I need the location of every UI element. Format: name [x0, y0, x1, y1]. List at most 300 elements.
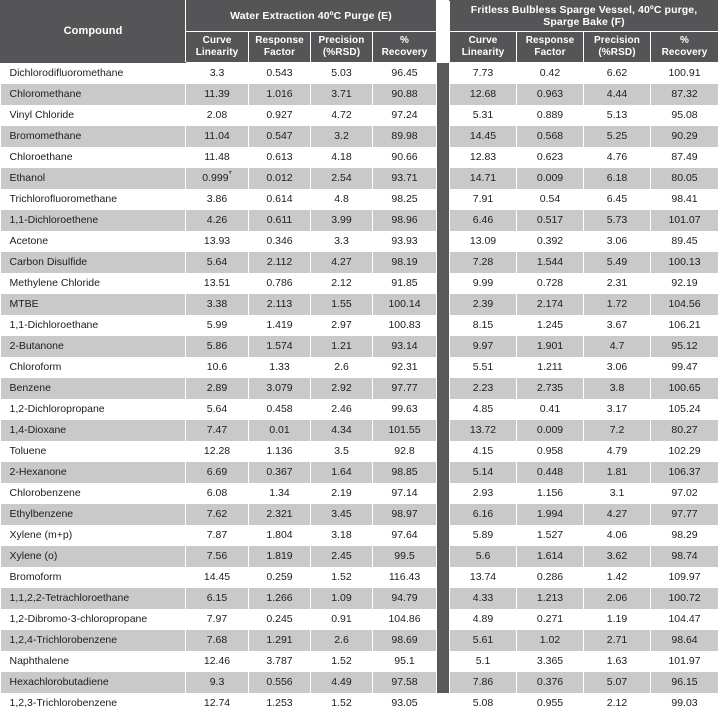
- value-cell-e-4: 98.19: [373, 252, 437, 273]
- value-cell-f-4: 102.29: [651, 441, 718, 462]
- subheader-line-1: Response: [255, 35, 304, 46]
- panel-separator: [437, 147, 450, 168]
- value-cell-f-4: 105.24: [651, 399, 718, 420]
- value-cell-e-4: 97.14: [373, 483, 437, 504]
- subheader-f-percent-recovery: [651, 32, 718, 63]
- value-cell-f-4: 87.49: [651, 147, 718, 168]
- value-cell-f-2: 1.994: [517, 504, 584, 525]
- value-cell-e-2: 0.346: [249, 231, 311, 252]
- subheader-e-percent-recovery: [373, 32, 437, 63]
- value-cell-e-2: 0.614: [249, 189, 311, 210]
- group-header-fritless-bulbless: Fritless Bulbless Sparge Vessel, 40ºC purge, Sparge Bake (F): [450, 1, 718, 32]
- value-cell-f-1: 8.15: [450, 315, 517, 336]
- value-cell-f-2: 2.735: [517, 378, 584, 399]
- value-cell-e-2: 0.556: [249, 672, 311, 693]
- table-row: [1, 588, 718, 609]
- value-cell-e-1: 12.46: [186, 651, 249, 672]
- value-cell-f-1: 6.16: [450, 504, 517, 525]
- value-cell-f-4: 101.07: [651, 210, 718, 231]
- value-cell-f-2: 0.271: [517, 609, 584, 630]
- value-cell-f-2: 1.213: [517, 588, 584, 609]
- value-cell-f-3: 3.1: [584, 483, 651, 504]
- panel-separator: [437, 315, 450, 336]
- value-cell-e-3: 4.34: [311, 420, 373, 441]
- value-cell-f-3: 5.13: [584, 105, 651, 126]
- value-cell-f-1: 7.86: [450, 672, 517, 693]
- panel-separator: [437, 336, 450, 357]
- panel-separator: [437, 189, 450, 210]
- value-cell-f-3: 3.17: [584, 399, 651, 420]
- value-cell-f-1: 5.6: [450, 546, 517, 567]
- value-cell-f-2: 2.174: [517, 294, 584, 315]
- value-cell-e-2: 3.787: [249, 651, 311, 672]
- subheader-line-1: Precision: [319, 35, 365, 46]
- table-row: [1, 105, 718, 126]
- value-cell-e-1: 7.97: [186, 609, 249, 630]
- panel-separator: [437, 378, 450, 399]
- table-row: [1, 84, 718, 105]
- compound-name-cell: Toluene: [1, 441, 186, 462]
- compound-name-cell: Ethylbenzene: [1, 504, 186, 525]
- value-cell-f-2: 1.245: [517, 315, 584, 336]
- value-cell-f-1: 6.46: [450, 210, 517, 231]
- value-cell-e-1: 0.999*: [186, 168, 249, 189]
- value-cell-f-3: 3.62: [584, 546, 651, 567]
- value-cell-e-2: 2.112: [249, 252, 311, 273]
- value-cell-f-2: 0.889: [517, 105, 584, 126]
- value-cell-f-4: 109.97: [651, 567, 718, 588]
- value-cell-f-3: 1.63: [584, 651, 651, 672]
- value-cell-f-3: 6.18: [584, 168, 651, 189]
- panel-separator: [437, 504, 450, 525]
- value-cell-e-4: 93.14: [373, 336, 437, 357]
- subheader-line-2: Linearity: [462, 47, 505, 58]
- value-cell-f-1: 14.45: [450, 126, 517, 147]
- value-cell-e-4: 97.64: [373, 525, 437, 546]
- table-row: [1, 273, 718, 294]
- value-cell-e-3: 4.27: [311, 252, 373, 273]
- value-cell-e-4: 98.69: [373, 630, 437, 651]
- value-cell-f-4: 104.47: [651, 609, 718, 630]
- table-row: [1, 546, 718, 567]
- value-cell-f-1: 4.85: [450, 399, 517, 420]
- subheader-line-1: %: [400, 35, 409, 46]
- value-cell-e-2: 0.611: [249, 210, 311, 231]
- value-cell-e-4: 97.58: [373, 672, 437, 693]
- panel-separator: [437, 567, 450, 588]
- value-cell-f-3: 4.44: [584, 84, 651, 105]
- value-cell-e-3: 1.21: [311, 336, 373, 357]
- value-cell-e-3: 3.45: [311, 504, 373, 525]
- value-cell-e-2: 1.016: [249, 84, 311, 105]
- value-cell-f-1: 5.51: [450, 357, 517, 378]
- value-cell-e-4: 98.85: [373, 462, 437, 483]
- compound-name-cell: MTBE: [1, 294, 186, 315]
- value-cell-e-1: 3.38: [186, 294, 249, 315]
- table-row: [1, 399, 718, 420]
- table-row: [1, 525, 718, 546]
- value-cell-e-4: 98.96: [373, 210, 437, 231]
- panel-separator: [437, 672, 450, 693]
- value-cell-e-4: 91.85: [373, 273, 437, 294]
- value-cell-e-1: 5.64: [186, 252, 249, 273]
- value-cell-f-2: 0.54: [517, 189, 584, 210]
- value-cell-e-4: 104.86: [373, 609, 437, 630]
- compound-name-cell: Bromomethane: [1, 126, 186, 147]
- compound-name-cell: Vinyl Chloride: [1, 105, 186, 126]
- value-cell-e-3: 2.45: [311, 546, 373, 567]
- value-cell-f-1: 4.15: [450, 441, 517, 462]
- value-cell-f-3: 1.81: [584, 462, 651, 483]
- value-cell-e-3: 1.52: [311, 567, 373, 588]
- table-row: [1, 609, 718, 630]
- compound-name-cell: Naphthalene: [1, 651, 186, 672]
- table-row: [1, 672, 718, 693]
- value-cell-e-1: 7.56: [186, 546, 249, 567]
- value-cell-f-3: 2.31: [584, 273, 651, 294]
- value-cell-f-3: 2.06: [584, 588, 651, 609]
- value-cell-f-1: 5.89: [450, 525, 517, 546]
- value-cell-e-1: 13.51: [186, 273, 249, 294]
- value-cell-f-3: 3.06: [584, 357, 651, 378]
- panel-separator: [437, 126, 450, 147]
- value-cell-f-4: 100.72: [651, 588, 718, 609]
- subheader-f-precision-rsd: [584, 32, 651, 63]
- value-cell-f-4: 96.15: [651, 672, 718, 693]
- table-row: [1, 504, 718, 525]
- value-cell-e-3: 2.92: [311, 378, 373, 399]
- value-cell-f-3: 4.79: [584, 441, 651, 462]
- table-row: [1, 630, 718, 651]
- value-cell-f-1: 5.31: [450, 105, 517, 126]
- panel-separator: [437, 252, 450, 273]
- value-cell-f-4: 95.08: [651, 105, 718, 126]
- value-cell-e-1: 3.3: [186, 63, 249, 85]
- value-cell-f-3: 3.8: [584, 378, 651, 399]
- subheader-line-2: Recovery: [662, 47, 708, 58]
- panel-gap-header: [437, 1, 450, 63]
- value-cell-f-2: 1.527: [517, 525, 584, 546]
- panel-separator: [437, 168, 450, 189]
- subheader-e-response-factor: [249, 32, 311, 63]
- value-cell-f-2: 0.958: [517, 441, 584, 462]
- value-cell-e-3: 3.3: [311, 231, 373, 252]
- compound-name-cell: Chlorobenzene: [1, 483, 186, 504]
- value-cell-f-2: 1.02: [517, 630, 584, 651]
- value-cell-f-3: 5.49: [584, 252, 651, 273]
- value-cell-f-1: 7.28: [450, 252, 517, 273]
- value-cell-e-3: 1.09: [311, 588, 373, 609]
- value-cell-e-3: 2.12: [311, 273, 373, 294]
- table-row: [1, 63, 718, 85]
- value-cell-f-4: 80.27: [651, 420, 718, 441]
- value-cell-e-4: 101.55: [373, 420, 437, 441]
- value-cell-f-2: 0.009: [517, 168, 584, 189]
- value-cell-e-2: 0.927: [249, 105, 311, 126]
- value-cell-e-1: 5.99: [186, 315, 249, 336]
- value-cell-e-1: 12.74: [186, 693, 249, 714]
- value-cell-f-2: 1.156: [517, 483, 584, 504]
- compound-name-cell: 1,2-Dibromo-3-chloropropane: [1, 609, 186, 630]
- value-cell-f-2: 0.728: [517, 273, 584, 294]
- compound-name-cell: 2-Butanone: [1, 336, 186, 357]
- panel-separator: [437, 357, 450, 378]
- value-cell-e-2: 1.291: [249, 630, 311, 651]
- panel-separator: [437, 420, 450, 441]
- value-cell-e-2: 0.367: [249, 462, 311, 483]
- value-cell-f-3: 4.06: [584, 525, 651, 546]
- value-cell-f-3: 3.06: [584, 231, 651, 252]
- value-cell-f-1: 5.14: [450, 462, 517, 483]
- value-cell-e-3: 5.03: [311, 63, 373, 85]
- subheader-line-1: Response: [526, 35, 575, 46]
- panel-separator: [437, 399, 450, 420]
- value-cell-f-4: 104.56: [651, 294, 718, 315]
- value-cell-e-2: 0.012: [249, 168, 311, 189]
- value-cell-f-3: 7.2: [584, 420, 651, 441]
- value-cell-e-3: 4.8: [311, 189, 373, 210]
- table-row: [1, 336, 718, 357]
- value-cell-e-4: 92.8: [373, 441, 437, 462]
- subheader-e-curve-linearity: [186, 32, 249, 63]
- subheader-line-2: Factor: [264, 47, 295, 58]
- value-cell-e-3: 2.97: [311, 315, 373, 336]
- value-cell-e-2: 1.419: [249, 315, 311, 336]
- value-cell-f-1: 13.72: [450, 420, 517, 441]
- value-cell-e-1: 4.26: [186, 210, 249, 231]
- value-cell-e-3: 3.5: [311, 441, 373, 462]
- value-cell-e-2: 1.574: [249, 336, 311, 357]
- value-cell-e-1: 3.86: [186, 189, 249, 210]
- value-cell-e-2: 0.01: [249, 420, 311, 441]
- value-cell-e-3: 2.46: [311, 399, 373, 420]
- value-cell-f-4: 106.21: [651, 315, 718, 336]
- table-row: [1, 189, 718, 210]
- compound-name-cell: 1,4-Dioxane: [1, 420, 186, 441]
- value-cell-f-2: 3.365: [517, 651, 584, 672]
- panel-separator: [437, 294, 450, 315]
- value-cell-e-4: 98.97: [373, 504, 437, 525]
- value-cell-f-1: 5.08: [450, 693, 517, 714]
- table-row: [1, 210, 718, 231]
- value-cell-f-1: 12.68: [450, 84, 517, 105]
- panel-separator: [437, 105, 450, 126]
- subheader-f-response-factor: [517, 32, 584, 63]
- subheader-line-2: (%RSD): [323, 47, 360, 58]
- value-cell-f-4: 98.41: [651, 189, 718, 210]
- compound-name-cell: 1,1,2,2-Tetrachloroethane: [1, 588, 186, 609]
- table-row: [1, 231, 718, 252]
- value-cell-e-3: 4.49: [311, 672, 373, 693]
- value-cell-f-3: 6.62: [584, 63, 651, 85]
- value-cell-f-4: 100.65: [651, 378, 718, 399]
- value-cell-f-3: 4.7: [584, 336, 651, 357]
- value-cell-e-1: 6.08: [186, 483, 249, 504]
- value-cell-f-1: 14.71: [450, 168, 517, 189]
- value-cell-f-2: 0.448: [517, 462, 584, 483]
- table-row: [1, 147, 718, 168]
- value-cell-e-1: 10.6: [186, 357, 249, 378]
- subheader-line-1: Precision: [594, 35, 640, 46]
- value-cell-f-4: 98.74: [651, 546, 718, 567]
- compound-name-cell: Xylene (m+p): [1, 525, 186, 546]
- footnote-marker: *: [229, 170, 232, 179]
- panel-separator: [437, 651, 450, 672]
- panel-separator: [437, 693, 450, 714]
- panel-separator: [437, 441, 450, 462]
- value-cell-f-3: 6.45: [584, 189, 651, 210]
- table-row: [1, 441, 718, 462]
- value-cell-f-3: 2.12: [584, 693, 651, 714]
- value-cell-f-1: 5.61: [450, 630, 517, 651]
- value-cell-e-4: 116.43: [373, 567, 437, 588]
- value-cell-e-2: 0.613: [249, 147, 311, 168]
- value-cell-e-1: 6.15: [186, 588, 249, 609]
- value-cell-e-3: 2.19: [311, 483, 373, 504]
- value-cell-e-4: 93.93: [373, 231, 437, 252]
- value-cell-e-3: 1.55: [311, 294, 373, 315]
- value-cell-f-2: 0.009: [517, 420, 584, 441]
- value-cell-e-2: 1.819: [249, 546, 311, 567]
- compound-name-cell: 1,1-Dichloroethene: [1, 210, 186, 231]
- subheader-line-2: Factor: [534, 47, 565, 58]
- value-cell-f-1: 2.39: [450, 294, 517, 315]
- value-cell-e-2: 1.136: [249, 441, 311, 462]
- compound-name-cell: Bromoform: [1, 567, 186, 588]
- value-cell-e-4: 92.31: [373, 357, 437, 378]
- value-cell-f-3: 4.27: [584, 504, 651, 525]
- value-cell-e-3: 2.54: [311, 168, 373, 189]
- value-cell-e-3: 0.91: [311, 609, 373, 630]
- value-cell-f-2: 1.211: [517, 357, 584, 378]
- value-cell-f-2: 0.42: [517, 63, 584, 85]
- value-cell-f-4: 89.45: [651, 231, 718, 252]
- value-cell-f-1: 13.74: [450, 567, 517, 588]
- value-cell-e-1: 7.68: [186, 630, 249, 651]
- value-cell-f-2: 1.614: [517, 546, 584, 567]
- value-cell-f-4: 99.03: [651, 693, 718, 714]
- value-cell-f-4: 97.02: [651, 483, 718, 504]
- value-cell-e-3: 3.71: [311, 84, 373, 105]
- value-cell-f-1: 2.93: [450, 483, 517, 504]
- value-cell-f-2: 1.544: [517, 252, 584, 273]
- value-cell-e-3: 1.64: [311, 462, 373, 483]
- value-cell-f-1: 4.33: [450, 588, 517, 609]
- table-row: [1, 315, 718, 336]
- value-cell-f-4: 99.47: [651, 357, 718, 378]
- value-cell-e-4: 93.05: [373, 693, 437, 714]
- subheader-line-1: Curve: [203, 35, 232, 46]
- value-cell-f-4: 90.29: [651, 126, 718, 147]
- value-cell-f-2: 0.623: [517, 147, 584, 168]
- value-cell-e-2: 0.245: [249, 609, 311, 630]
- value-cell-f-2: 0.41: [517, 399, 584, 420]
- compound-name-cell: 1,2-Dichloropropane: [1, 399, 186, 420]
- value-cell-e-1: 5.86: [186, 336, 249, 357]
- panel-separator: [437, 231, 450, 252]
- value-cell-f-1: 4.89: [450, 609, 517, 630]
- panel-separator: [437, 210, 450, 231]
- value-cell-e-4: 94.79: [373, 588, 437, 609]
- table-row: [1, 651, 718, 672]
- table-row: [1, 357, 718, 378]
- compound-name-cell: Methylene Chloride: [1, 273, 186, 294]
- value-cell-f-1: 9.97: [450, 336, 517, 357]
- value-cell-e-4: 96.45: [373, 63, 437, 85]
- value-cell-e-1: 13.93: [186, 231, 249, 252]
- table-row: [1, 126, 718, 147]
- value-cell-f-4: 98.64: [651, 630, 718, 651]
- value-cell-e-1: 11.48: [186, 147, 249, 168]
- value-cell-f-1: 2.23: [450, 378, 517, 399]
- table-row: [1, 567, 718, 588]
- value-cell-e-2: 1.33: [249, 357, 311, 378]
- value-cell-f-3: 5.73: [584, 210, 651, 231]
- value-cell-f-3: 4.76: [584, 147, 651, 168]
- value-cell-f-2: 0.286: [517, 567, 584, 588]
- value-cell-e-3: 4.72: [311, 105, 373, 126]
- value-cell-f-4: 80.05: [651, 168, 718, 189]
- header-group-row: [1, 1, 718, 32]
- subheader-line-1: %: [680, 35, 689, 46]
- panel-separator: [437, 525, 450, 546]
- panel-separator: [437, 630, 450, 651]
- table-header: [1, 1, 718, 63]
- subheader-e-precision-rsd: [311, 32, 373, 63]
- panel-separator: [437, 546, 450, 567]
- value-cell-f-3: 3.67: [584, 315, 651, 336]
- table-body: [1, 63, 718, 714]
- value-cell-f-4: 106.37: [651, 462, 718, 483]
- value-cell-e-1: 12.28: [186, 441, 249, 462]
- panel-separator: [437, 588, 450, 609]
- value-cell-e-1: 9.3: [186, 672, 249, 693]
- value-cell-e-1: 2.89: [186, 378, 249, 399]
- value-cell-f-2: 0.955: [517, 693, 584, 714]
- value-cell-e-1: 7.47: [186, 420, 249, 441]
- value-cell-e-1: 11.39: [186, 84, 249, 105]
- table-row: [1, 378, 718, 399]
- value-cell-f-3: 1.42: [584, 567, 651, 588]
- value-cell-f-1: 7.91: [450, 189, 517, 210]
- value-cell-e-3: 4.18: [311, 147, 373, 168]
- value-cell-f-4: 97.77: [651, 504, 718, 525]
- value-cell-e-2: 0.786: [249, 273, 311, 294]
- value-cell-e-1: 5.64: [186, 399, 249, 420]
- value-cell-f-2: 0.517: [517, 210, 584, 231]
- value-cell-e-2: 1.34: [249, 483, 311, 504]
- subheader-line-1: Curve: [469, 35, 498, 46]
- value-cell-e-2: 0.543: [249, 63, 311, 85]
- table-row: [1, 483, 718, 504]
- value-cell-e-4: 99.63: [373, 399, 437, 420]
- subheader-f-curve-linearity: [450, 32, 517, 63]
- panel-separator: [437, 609, 450, 630]
- panel-separator: [437, 483, 450, 504]
- value-cell-e-4: 98.25: [373, 189, 437, 210]
- table-row: [1, 462, 718, 483]
- value-cell-f-3: 2.71: [584, 630, 651, 651]
- panel-separator: [437, 84, 450, 105]
- value-cell-e-1: 7.62: [186, 504, 249, 525]
- compound-name-cell: Ethanol: [1, 168, 186, 189]
- value-cell-e-2: 1.253: [249, 693, 311, 714]
- value-cell-f-2: 0.376: [517, 672, 584, 693]
- value-cell-e-4: 100.14: [373, 294, 437, 315]
- value-cell-e-3: 1.52: [311, 693, 373, 714]
- value-cell-f-3: 1.72: [584, 294, 651, 315]
- panel-separator: [437, 63, 450, 85]
